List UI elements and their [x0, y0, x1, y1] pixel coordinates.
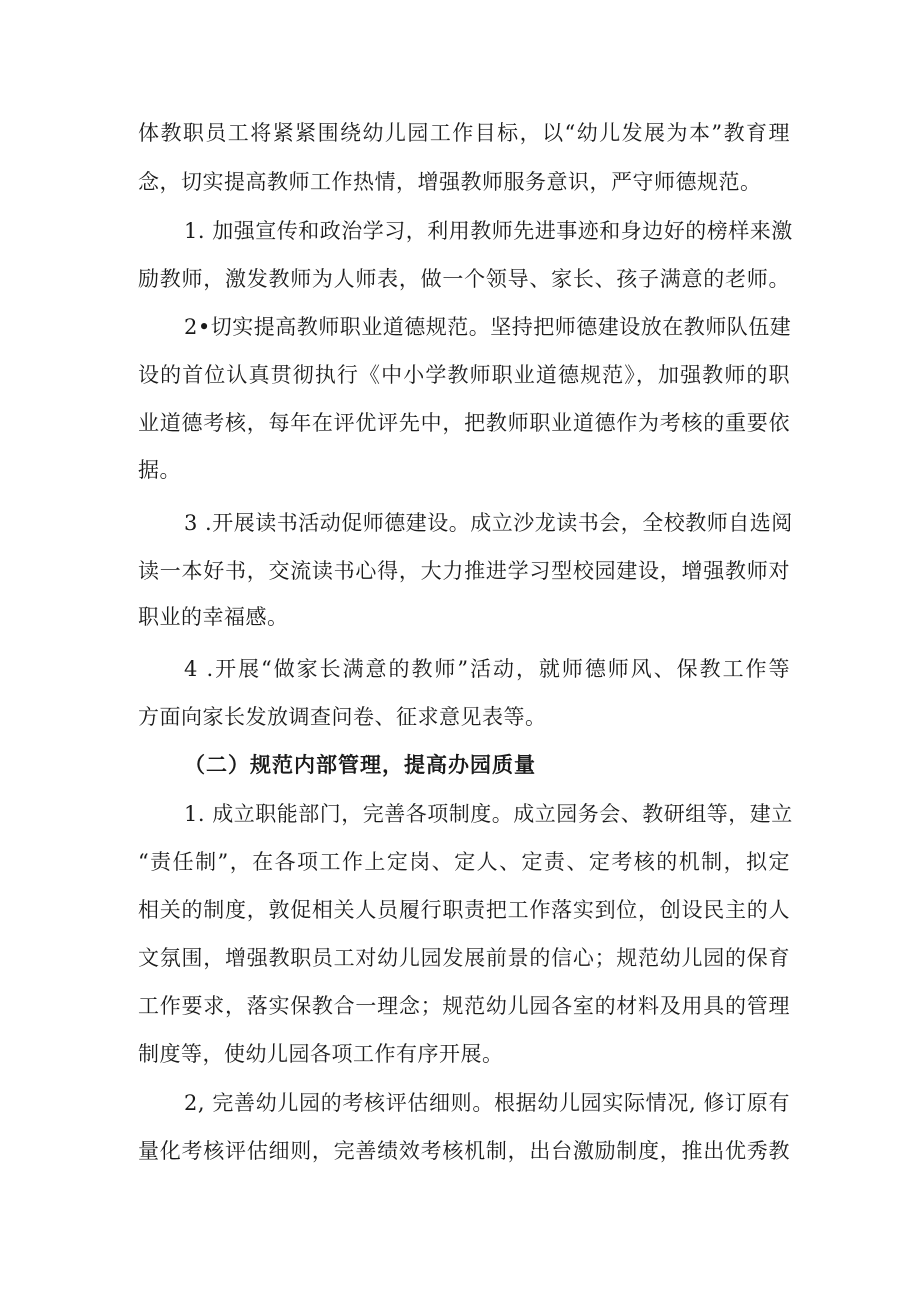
- text-line: 读一本好书，交流读书心得，大力推进学习型校园建设，增强教师对: [138, 559, 790, 583]
- section-heading: （二）规范内部管理，提高办园质量: [184, 752, 536, 777]
- text-line: 业道德考核，每年在评优评先中，把教师职业道德作为考核的重要依: [138, 411, 790, 435]
- text-line: 2•切实提高教师职业道德规范。坚持把师德建设放在教师队伍建: [184, 315, 792, 339]
- text-line: 4 .开展“做家长满意的教师”活动，就师德师风、保教工作等: [184, 657, 790, 681]
- text-line: 2, 完善幼儿园的考核评估细则。根据幼儿园实际情况, 修订原有: [184, 1091, 790, 1115]
- text-line: 1. 加强宣传和政治学习，利用教师先进事迹和身边好的榜样来激: [184, 219, 793, 243]
- text-line: 励教师，激发教师为人师表，做一个领导、家长、孩子满意的老师。: [138, 267, 790, 291]
- text-line: 工作要求，落实保教合一理念；规范幼儿园各室的材料及用具的管理: [138, 994, 790, 1018]
- text-line: 量化考核评估细则，完善绩效考核机制，出台激励制度，推出优秀教: [138, 1139, 790, 1163]
- text-line: 3 .开展读书活动促师德建设。成立沙龙读书会，全校教师自选阅: [184, 511, 793, 535]
- text-line: “责任制”，在各项工作上定岗、定人、定责、定考核的机制，拟定: [138, 850, 790, 874]
- text-line: 念，切实提高教师工作热情，增强教师服务意识，严守师德规范。: [138, 170, 762, 194]
- text-line: 设的首位认真贯彻执行《中小学教师职业道德规范》，加强教师的职: [138, 363, 790, 387]
- text-line: 方面向家长发放调查问卷、征求意见表等。: [138, 705, 547, 729]
- text-line: 相关的制度，敦促相关人员履行职责把工作落实到位，创设民主的人: [138, 898, 790, 922]
- text-line: 体教职员工将紧紧围绕幼儿园工作目标，以“幼儿发展为本”教育理: [138, 121, 790, 145]
- text-line: 1. 成立职能部门，完善各项制度。成立园务会、教研组等，建立: [184, 802, 793, 826]
- text-line: 据。: [138, 458, 181, 482]
- text-line: 文氛围，增强教职员工对幼儿园发展前景的信心；规范幼儿园的保育: [138, 946, 790, 970]
- text-line: 制度等，使幼儿园各项工作有序开展。: [138, 1042, 504, 1066]
- text-line: 职业的幸福感。: [138, 605, 289, 629]
